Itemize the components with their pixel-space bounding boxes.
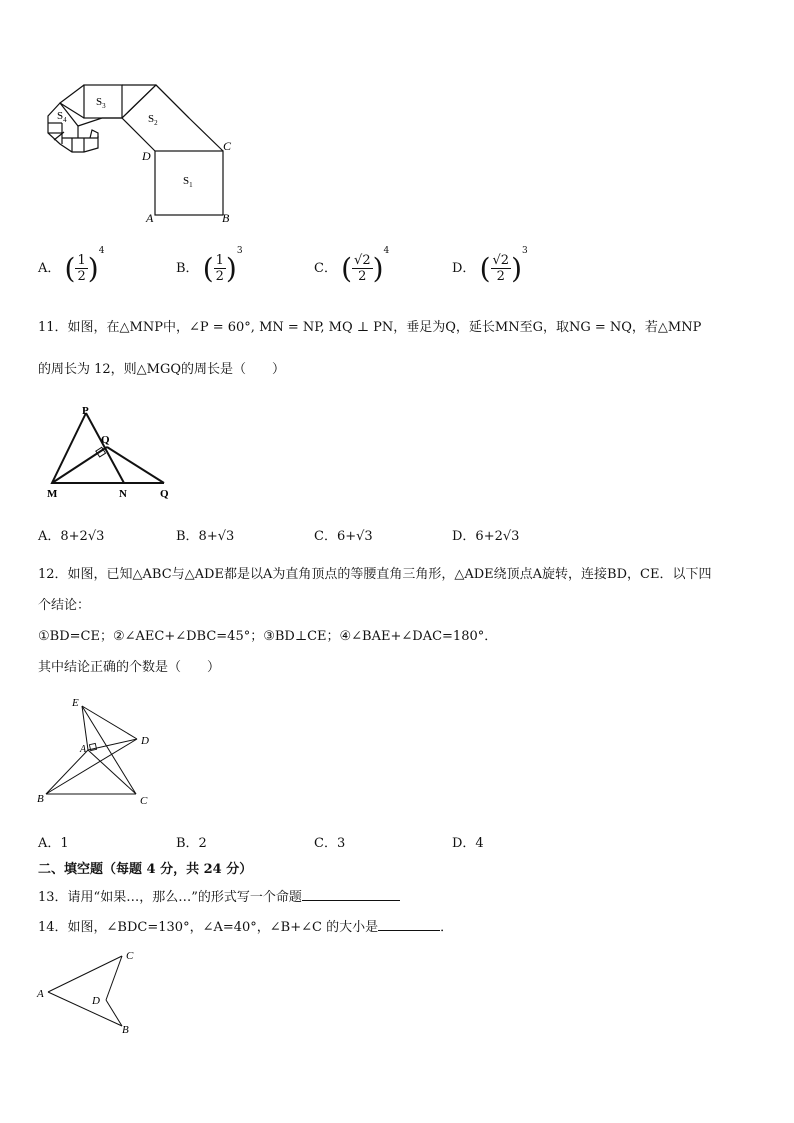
- q10-option-d[interactable]: D． ( $\frac{√2}{2}$ )$^3$: [452, 246, 528, 285]
- q14-answer-blank[interactable]: [378, 918, 440, 931]
- q12-text-line4: 其中结论正确的个数是（ ）: [38, 660, 221, 675]
- label-a: A: [37, 988, 44, 1000]
- q12-option-a[interactable]: A．1: [38, 836, 69, 851]
- q11-text-line1: 11．如图，在△MNP中，∠P = 60°, MN = NP, MQ ⊥ PN，垂足为Q，延长MN至G，取NG = NQ，若△MNP: [38, 320, 702, 335]
- label-s3: $S_3$: [96, 96, 106, 110]
- q14-text: 14．如图，∠BDC=130°，∠A=40°，∠B+∠C 的大小是 ．: [38, 920, 454, 935]
- q12-text-line2: 个结论：: [38, 598, 91, 613]
- rotated-triangles-figure: [36, 694, 166, 809]
- q10-option-c[interactable]: C． ( $\frac{√2}{2}$ )$^4$: [314, 246, 390, 285]
- label-s2: $S_2$: [148, 113, 158, 127]
- label-b: B: [37, 793, 44, 805]
- label-m: M: [47, 488, 58, 500]
- q12-option-b[interactable]: B．2: [176, 836, 207, 851]
- section-heading: 二、填空题（每题 4 分，共 24 分）: [38, 862, 253, 877]
- label-a: A: [146, 211, 154, 225]
- label-s4: $S_4$: [57, 110, 67, 124]
- label-e: E: [72, 697, 79, 709]
- squares-spiral-figure: [40, 78, 250, 228]
- q13-text: 13．请用“如果…，那么…”的形式写一个命题: [38, 886, 400, 905]
- label-b: B: [222, 211, 230, 225]
- q11-option-c[interactable]: C．6+√3: [314, 529, 373, 544]
- q11-text-line2: 的周长为 12，则△MGQ的周长是（ ）: [38, 362, 286, 377]
- concave-quadrilateral-figure: [36, 946, 146, 1036]
- q11-option-a[interactable]: A．8+2√3: [38, 529, 105, 544]
- q10-option-a[interactable]: A． ( $\frac{1}{2}$ )$^4$: [38, 246, 105, 285]
- label-d: D: [141, 735, 149, 747]
- label-s1: $S_1$: [183, 175, 193, 189]
- q11-option-d[interactable]: D．6+2√3: [452, 529, 520, 544]
- q12-option-d[interactable]: D．4: [452, 836, 484, 851]
- q11-option-b[interactable]: B．8+√3: [176, 529, 235, 544]
- q13-answer-blank[interactable]: [302, 888, 400, 901]
- label-p: P: [82, 405, 89, 417]
- q12-option-c[interactable]: C．3: [314, 836, 346, 851]
- label-q: Q: [101, 434, 110, 446]
- label-d: D: [142, 149, 151, 163]
- label-c: C: [223, 139, 232, 153]
- q10-option-b[interactable]: B． ( $\frac{1}{2}$ )$^3$: [176, 246, 243, 285]
- label-n: N: [119, 488, 127, 500]
- triangle-mnp-figure: [40, 405, 180, 500]
- label-b: B: [122, 1024, 129, 1036]
- label-d: D: [92, 995, 100, 1007]
- label-a: A: [80, 744, 87, 755]
- q12-text-line1: 12．如图，已知△ABC与△ADE都是以A为直角顶点的等腰直角三角形，△ADE绕顶点A旋转，连接BD，CE．以下四: [38, 567, 712, 582]
- label-c: C: [140, 795, 148, 807]
- q12-text-line3: ①BD=CE；②∠AEC+∠DBC=45°；③BD⊥CE；④∠BAE+∠DAC=180°．: [38, 629, 498, 644]
- label-q2: Q: [160, 488, 169, 500]
- label-c: C: [126, 950, 134, 962]
